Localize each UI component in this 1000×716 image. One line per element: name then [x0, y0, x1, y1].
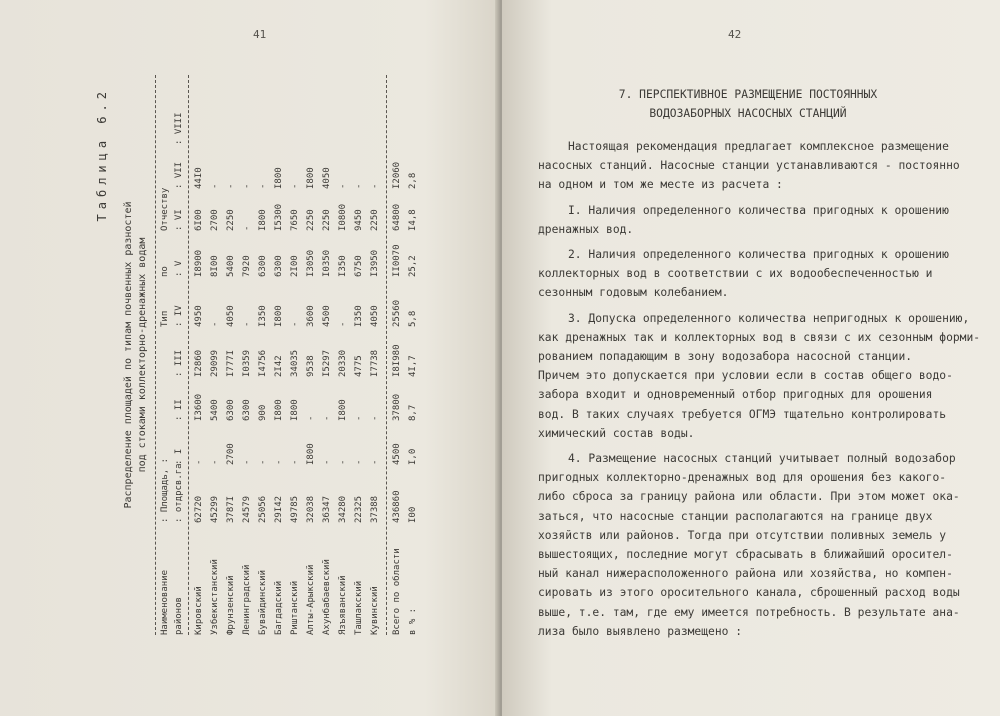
table-row [369, 75, 381, 635]
table-cell: 9450 [354, 209, 364, 231]
table-cell: - [242, 459, 252, 465]
row-label: Ташлакский [354, 580, 364, 635]
table-cell: - [290, 183, 300, 189]
section-heading-line2: ВОДОЗАБОРНЫХ НАСОСНЫХ СТАНЦИЙ [649, 107, 847, 120]
row-label: Узбекистанский [210, 559, 220, 635]
text-line: 2. Наличия определенного количества пригодных к орошению [568, 248, 949, 261]
table-cell: - [338, 459, 348, 465]
table-cell: 6300 [242, 399, 252, 421]
table-cell: I2860 [194, 349, 204, 377]
table-cell: 4775 [354, 355, 364, 377]
row-label: Ленинградский [242, 564, 252, 635]
table-cell: - [290, 321, 300, 327]
text-line: химический состав воды. [538, 426, 695, 440]
table-cell: - [354, 183, 364, 189]
table-cell: I3600 [194, 393, 204, 421]
text-line: Причем это допускается при условии если в состав общего водо- [538, 369, 953, 383]
row-label: Фрунзенский [226, 575, 236, 635]
table-cell: I5297 [322, 349, 332, 377]
table-cell: - [354, 459, 364, 465]
text-line: сировать из этого оросительного канала, сброшенный расход воды [538, 586, 960, 600]
text-line: рованием попадающим в зону водозабора насосной станции. [538, 350, 913, 363]
text-line: дренажных вод. [538, 222, 634, 236]
table-cell: - [210, 321, 220, 327]
table-cell: 62720 [194, 495, 204, 523]
table-cell: - [338, 321, 348, 327]
table-row [225, 75, 237, 635]
header-cell: : III [174, 349, 184, 377]
table-cell: 2250 [322, 209, 332, 231]
table-rule-header [188, 75, 189, 635]
text-line: вышестоящих, последние могут сбрасывать в ближайший оросител- [538, 548, 953, 561]
text-line: I. Наличия определенного количества пригодных к орошению [568, 203, 949, 217]
page-number-right: 42 [728, 28, 742, 41]
header-cell: : VIII [174, 112, 184, 145]
table-cell: 2700 [210, 209, 220, 231]
text-line: коллекторных вод в соответствии с их водообеспеченностью и [538, 267, 933, 281]
table-cell: - [354, 415, 364, 421]
table-cell: I8900 [194, 249, 204, 277]
table-cell: I800 [338, 399, 348, 421]
text-line: выше, т.е. там, где ему имеется потребность. В результате ана- [538, 605, 960, 619]
table-cell: 37800 [392, 393, 402, 421]
row-label: Багдадский [274, 580, 284, 635]
table-cell: 2250 [370, 209, 380, 231]
table-cell: 22325 [354, 495, 364, 523]
table-cell: 7920 [242, 255, 252, 277]
table-cell: - [242, 183, 252, 189]
table-row [241, 75, 253, 635]
table-cell: I800 [306, 443, 316, 465]
table-cell: 44I0 [194, 167, 204, 189]
row-label: Кировский [194, 586, 204, 635]
table-cell: 6300 [258, 255, 268, 277]
table-cell: 6750 [354, 255, 364, 277]
table-cell: I800 [274, 399, 284, 421]
table-row [353, 75, 365, 635]
text-line: заться, что насосные станции располагаются на границе двух [538, 509, 933, 523]
table-cell: - [242, 225, 252, 231]
header-cell: : IV [174, 305, 184, 327]
table-cell: 6I00 [194, 209, 204, 231]
table-cell: 8,7 [408, 404, 418, 421]
table-row [257, 75, 269, 635]
table-row [209, 75, 221, 635]
table-cell: 64800 [392, 203, 402, 231]
table-rule-top [155, 75, 156, 635]
table-cell: 4500 [322, 305, 332, 327]
table-cell: I800 [274, 167, 284, 189]
table-cell: I3050 [306, 249, 316, 277]
header-cell: по [160, 266, 170, 277]
header-cell: : VI [174, 209, 184, 231]
rotated-table [95, 75, 435, 635]
table-cell: I0350 [322, 249, 332, 277]
table-row [289, 75, 301, 635]
table-cell: - [306, 415, 316, 421]
table-title-line1: Распределение площадей по типам почвенных разностей [123, 201, 134, 509]
table-cell: - [258, 459, 268, 465]
header-cell: : I [174, 448, 184, 465]
header-cell: : V [174, 260, 184, 277]
header-cell: : Площадь, : [160, 457, 170, 523]
text-line: насосных станций. Насосные станции устанавливаются - постоянно [538, 159, 960, 173]
table-cell: I800 [306, 167, 316, 189]
row-label: Язъяванский [338, 575, 348, 635]
table-row [273, 75, 285, 635]
table-row [321, 75, 333, 635]
table-cell: 5400 [210, 399, 220, 421]
table-row [391, 75, 403, 635]
table-cell: I,0 [408, 448, 418, 465]
section-heading-line1: 7. ПЕРСПЕКТИВНОЕ РАЗМЕЩЕНИЕ ПОСТОЯННЫХ [618, 88, 878, 101]
table-cell: - [210, 183, 220, 189]
text-line: ный канал нижерасположенного района или хозяйства, но компен- [538, 567, 953, 581]
table-cell: 6300 [274, 255, 284, 277]
table-cell: I8I980 [392, 344, 402, 377]
text-line: 3. Допуска определенного количества непригодных к орошению, [568, 311, 970, 325]
table-cell: I4,8 [408, 209, 418, 231]
text-line: как дренажных так и коллекторных вод в связи с их сезонным форми- [538, 330, 981, 344]
table-cell: 29099 [210, 349, 220, 377]
header-cell: Отчеству [160, 187, 170, 231]
table-row [337, 75, 349, 635]
row-label: Алты-Арыкский [306, 564, 316, 635]
row-label: Ахунбабаевский [322, 559, 332, 635]
table-row [305, 75, 317, 635]
page-number-left: 41 [253, 28, 267, 41]
table-cell: I350 [258, 305, 268, 327]
text-line: на одном и том же месте из расчета : [538, 178, 783, 192]
table-cell: II0070 [392, 244, 402, 277]
table-cell: 2250 [306, 209, 316, 231]
table-cell: I0359 [242, 349, 252, 377]
table-cell: 900 [258, 404, 268, 421]
header-cell: районов [174, 597, 184, 635]
text-line: хозяйств или районов. Тогда при отсутствии поливных земель у [538, 528, 947, 542]
table-row [193, 75, 205, 635]
table-cell: 25056 [258, 495, 268, 523]
table-cell: 34280 [338, 495, 348, 523]
text-line: лиза было выявлено размещено : [538, 624, 743, 638]
table-cell: - [194, 459, 204, 465]
table-cell: 8I00 [210, 255, 220, 277]
table-cell: 32038 [306, 495, 316, 523]
text-line: либо сброса за границу района или области. При этом может ока- [538, 490, 960, 504]
table-cell: 2,8 [408, 172, 418, 189]
table-cell: I800 [274, 305, 284, 327]
header-cell: Тип [160, 310, 170, 327]
table-cell: I4756 [258, 349, 268, 377]
table-cell: - [274, 459, 284, 465]
table-cell: I3950 [370, 249, 380, 277]
table-cell: I350 [338, 255, 348, 277]
table-cell: 4500 [392, 443, 402, 465]
row-label: в % : [408, 607, 418, 635]
table-cell: I5300 [274, 203, 284, 231]
table-cell: - [338, 183, 348, 189]
table-cell: 36347 [322, 495, 332, 523]
table-cell: - [370, 183, 380, 189]
text-line: сезонным годовым колебанием. [538, 286, 729, 300]
text-line: забора входит и одновременный отбор пригодных для орошения [538, 388, 933, 402]
table-cell: 4050 [322, 167, 332, 189]
header-cell: Наименование [160, 569, 170, 635]
table-cell: I7738 [370, 349, 380, 377]
table-cell: - [290, 459, 300, 465]
table-cell: 37388 [370, 495, 380, 523]
table-row [407, 75, 419, 635]
table-cell: 20330 [338, 349, 348, 377]
table-header-row-2 [173, 75, 185, 635]
table-cell: 3787I [226, 495, 236, 523]
table-cell: 4950 [194, 305, 204, 327]
table-cell: - [226, 183, 236, 189]
table-cell: 29I42 [274, 495, 284, 523]
table-cell: 2250 [226, 209, 236, 231]
table-cell: 3600 [306, 305, 316, 327]
table-header-row-1 [159, 75, 171, 635]
header-cell: : VII [174, 161, 184, 189]
table-cell: 25,2 [408, 255, 418, 277]
header-cell: : отдрсв.га [174, 463, 184, 523]
table-cell: 25560 [392, 299, 402, 327]
table-cell: 9538 [306, 355, 316, 377]
table-cell: 49785 [290, 495, 300, 523]
header-cell: : II [174, 399, 184, 421]
table-cell: 5,8 [408, 310, 418, 327]
table-cell: 2700 [226, 443, 236, 465]
table-cell: - [210, 459, 220, 465]
table-cell: 2I00 [290, 255, 300, 277]
table-cell: - [370, 459, 380, 465]
text-line: Настоящая рекомендация предлагает комплексное размещение [568, 140, 949, 153]
row-label: Всего по области [392, 548, 402, 635]
table-cell: - [322, 415, 332, 421]
table-cell: 436860 [392, 490, 402, 523]
table-title-line2: под стоками коллекторно-дренажных водам [137, 237, 148, 473]
table-rule-total [386, 75, 387, 635]
text-line: 4. Размещение насосных станций учитывает полный водозабор [568, 452, 956, 465]
table-cell: - [322, 459, 332, 465]
table-cell: - [370, 415, 380, 421]
table-cell: 45299 [210, 495, 220, 523]
table-cell: - [242, 321, 252, 327]
table-cell: I800 [290, 399, 300, 421]
table-cell: 5400 [226, 255, 236, 277]
table-cell: 7650 [290, 209, 300, 231]
table-cell: I2060 [392, 161, 402, 189]
table-cell: I0800 [338, 203, 348, 231]
table-cell: 6300 [226, 399, 236, 421]
row-label: Риштанский [290, 580, 300, 635]
table-cell: - [258, 183, 268, 189]
table-cell: I800 [258, 209, 268, 231]
text-line: пригодных коллекторно-дренажных вод для орошения без какого- [538, 471, 947, 485]
row-label: Кувинский [370, 586, 380, 635]
table-caption: Таблица 6.2 [95, 87, 109, 222]
text-line: вод. В таких случаях требуется ОГМЭ тщательно контролировать [538, 407, 947, 421]
table-cell: I350 [354, 305, 364, 327]
table-cell: 24579 [242, 495, 252, 523]
table-cell: 4050 [226, 305, 236, 327]
table-cell: 34035 [290, 349, 300, 377]
table-cell: 4050 [370, 305, 380, 327]
table-cell: I777I [226, 349, 236, 377]
table-cell: 4I,7 [408, 355, 418, 377]
row-label: Бувайдинский [258, 569, 268, 635]
table-cell: I00 [408, 506, 418, 523]
table-cell: 2I42 [274, 355, 284, 377]
